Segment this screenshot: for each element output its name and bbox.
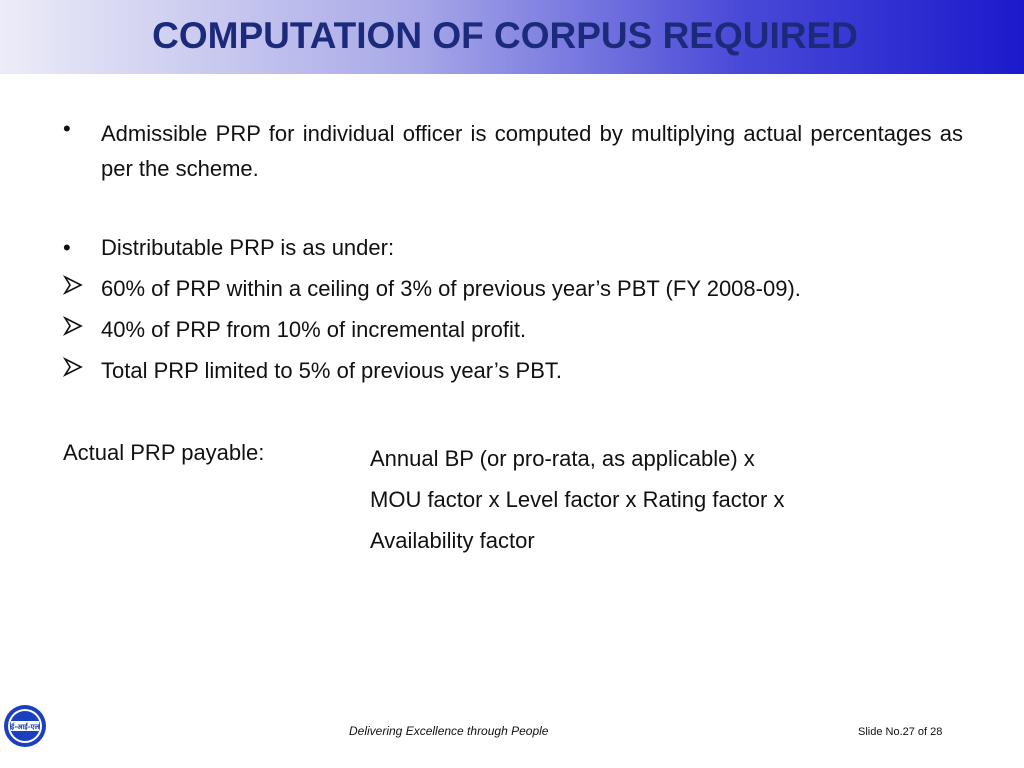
sub-item — [63, 315, 526, 345]
bullet-text: Admissible PRP for individual officer is computed by multiplying actual percentages as per the scheme. — [101, 121, 963, 181]
logo-text: ई-आई-एल — [10, 723, 40, 731]
bullet-item-distributable — [63, 233, 394, 263]
sub-item — [63, 274, 801, 304]
formula-line: MOU factor x Level factor x Rating factor x — [370, 487, 785, 512]
slide-number: Slide No.27 of 28 — [858, 726, 943, 738]
arrow-bullet-icon — [63, 355, 101, 385]
company-logo — [3, 704, 47, 748]
sub-item-text: Total PRP limited to 5% of previous year’s PBT. — [101, 358, 562, 383]
sub-item — [63, 356, 562, 386]
arrow-bullet-icon — [63, 314, 101, 344]
footer-tagline: Delivering Excellence through People — [349, 724, 549, 738]
formula-line: Availability factor — [370, 528, 535, 553]
sub-item-text: 60% of PRP within a ceiling of 3% of previous year’s PBT (FY 2008-09). — [101, 276, 801, 301]
bullet-dot-icon: • — [63, 235, 71, 260]
actual-prp-label: Actual PRP payable: — [63, 440, 265, 465]
bullet-item-admissible — [63, 116, 963, 186]
slide-title: COMPUTATION OF CORPUS REQUIRED — [152, 15, 858, 56]
arrow-bullet-icon — [63, 273, 101, 303]
bullet-text: Distributable PRP is as under: — [101, 235, 395, 260]
formula-block — [370, 438, 784, 561]
formula-line: Annual BP (or pro-rata, as applicable) x — [370, 446, 755, 471]
sub-item-text: 40% of PRP from 10% of incremental profit. — [101, 317, 527, 342]
bullet-dot-icon: • — [63, 116, 71, 141]
